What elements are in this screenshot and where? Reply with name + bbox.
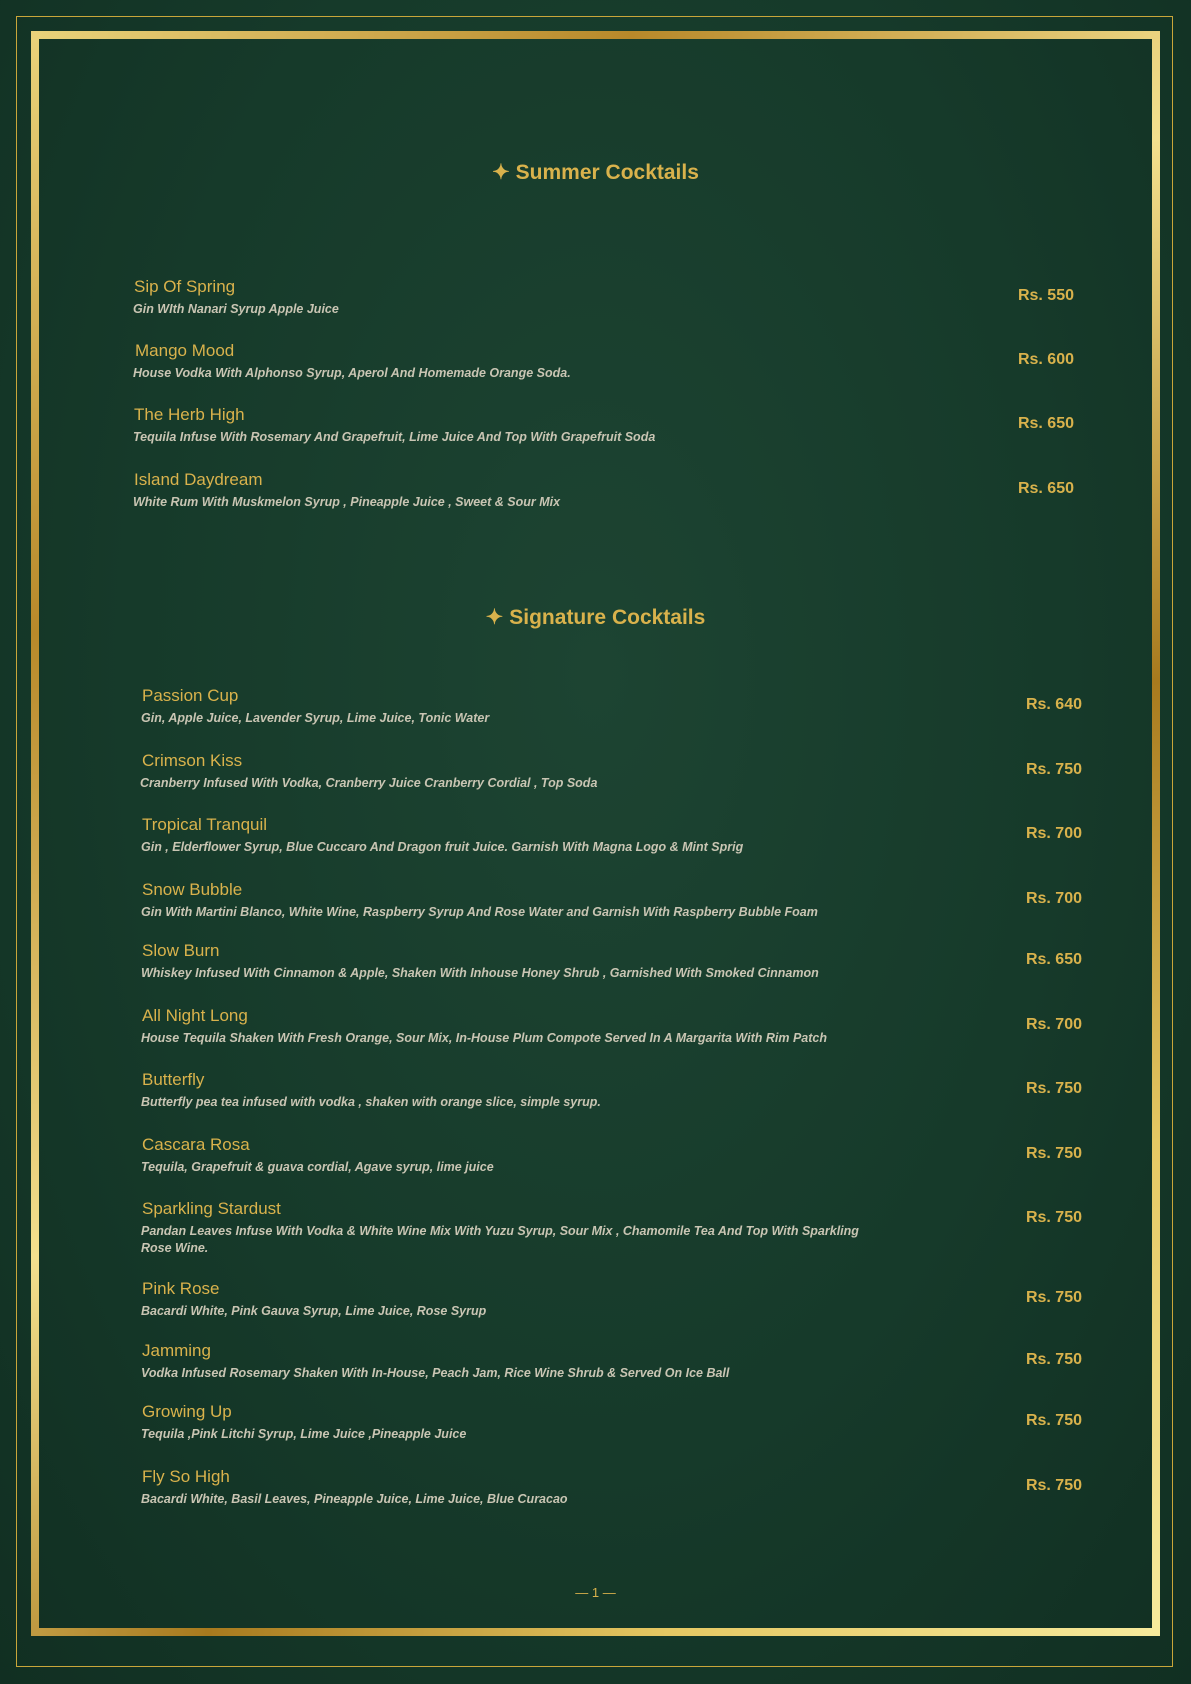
item-name: Passion Cup	[142, 686, 239, 705]
item-description: House Vodka With Alphonso Syrup, Aperol And Homemade Orange Soda.	[133, 366, 571, 380]
item-price: Rs. 750	[1025, 1412, 1082, 1429]
item-price: Rs. 600	[1017, 351, 1074, 368]
item-name: Pink Rose	[142, 1279, 220, 1298]
page-number: — 1 —	[575, 1585, 616, 1600]
item-description: Butterfly pea tea infused with vodka , shaken with orange slice, simple syrup.	[141, 1095, 601, 1109]
item-price: Rs. 550	[1017, 287, 1074, 304]
item-description: Bacardi White, Basil Leaves, Pineapple Juice, Lime Juice, Blue Curacao	[141, 1492, 568, 1506]
item-price: Rs. 750	[1025, 761, 1082, 778]
item-name: Butterfly	[142, 1070, 205, 1089]
item-description: Tequila ,Pink Litchi Syrup, Lime Juice ,Pineapple Juice	[141, 1427, 467, 1441]
item-name: All Night Long	[142, 1006, 248, 1025]
sparkle-icon: ✦	[492, 161, 510, 184]
item-price: Rs. 700	[1025, 890, 1082, 907]
item-name: Crimson Kiss	[142, 751, 243, 770]
item-description: Pandan Leaves Infuse With Vodka & White Wine Mix With Yuzu Syrup, Sour Mix , Chamomile Tea And Top With Sparkling Rose Wine.	[141, 1224, 859, 1255]
item-description: Tequila Infuse With Rosemary And Grapefruit, Lime Juice And Top With Grapefruit Soda	[133, 430, 656, 444]
item-description: White Rum With Muskmelon Syrup , Pineapple Juice , Sweet & Sour Mix	[133, 495, 561, 509]
section-title-summer: ✦ Summer Cocktails	[492, 161, 699, 184]
item-description: House Tequila Shaken With Fresh Orange, Sour Mix, In-House Plum Compote Served In A Margarita With Rim Patch	[141, 1031, 827, 1045]
item-price: Rs. 640	[1025, 696, 1082, 713]
item-price: Rs. 750	[1025, 1477, 1082, 1494]
item-name: Fly So High	[142, 1467, 230, 1486]
item-name: The Herb High	[134, 405, 245, 424]
item-price: Rs. 700	[1025, 1016, 1082, 1033]
item-name: Sparkling Stardust	[142, 1199, 281, 1218]
item-name: Sip Of Spring	[134, 277, 236, 296]
item-description: Gin, Apple Juice, Lavender Syrup, Lime Juice, Tonic Water	[141, 711, 490, 725]
item-description: Vodka Infused Rosemary Shaken With In-House, Peach Jam, Rice Wine Shrub & Served On Ice Ball	[141, 1366, 730, 1380]
item-name: Growing Up	[142, 1402, 232, 1421]
item-price: Rs. 700	[1025, 825, 1082, 842]
item-description: Tequila, Grapefruit & guava cordial, Agave syrup, lime juice	[141, 1160, 494, 1174]
item-price: Rs. 650	[1017, 415, 1074, 432]
item-price: Rs. 750	[1025, 1080, 1082, 1097]
item-price: Rs. 650	[1025, 951, 1082, 968]
item-description: Whiskey Infused With Cinnamon & Apple, Shaken With Inhouse Honey Shrub , Garnished With Smoked Cinnamon	[141, 966, 819, 980]
item-name: Jamming	[142, 1341, 211, 1360]
item-price: Rs. 750	[1025, 1145, 1082, 1162]
item-price: Rs. 750	[1025, 1289, 1082, 1306]
item-description: Bacardi White, Pink Gauva Syrup, Lime Juice, Rose Syrup	[141, 1304, 487, 1318]
item-description: Cranberry Infused With Vodka, Cranberry Juice Cranberry Cordial , Top Soda	[140, 776, 598, 790]
item-name: Snow Bubble	[142, 880, 243, 899]
item-name: Slow Burn	[142, 941, 220, 960]
item-price: Rs. 750	[1025, 1209, 1082, 1226]
item-price: Rs. 650	[1017, 480, 1074, 497]
item-description: Gin With Martini Blanco, White Wine, Raspberry Syrup And Rose Water and Garnish With Raspberry Bubble Foam	[141, 905, 818, 919]
item-name: Island Daydream	[134, 470, 263, 489]
item-description: Gin WIth Nanari Syrup Apple Juice	[133, 302, 339, 316]
item-name: Cascara Rosa	[142, 1135, 250, 1154]
item-description: Gin , Elderflower Syrup, Blue Cuccaro And Dragon fruit Juice. Garnish With Magna Logo & Mint Sprig	[141, 840, 744, 854]
section-title-signature: ✦ Signature Cocktails	[485, 606, 706, 629]
sparkle-icon: ✦	[485, 606, 504, 629]
item-price: Rs. 750	[1025, 1351, 1082, 1368]
item-name: Mango Mood	[135, 341, 235, 360]
item-name: Tropical Tranquil	[142, 815, 268, 834]
